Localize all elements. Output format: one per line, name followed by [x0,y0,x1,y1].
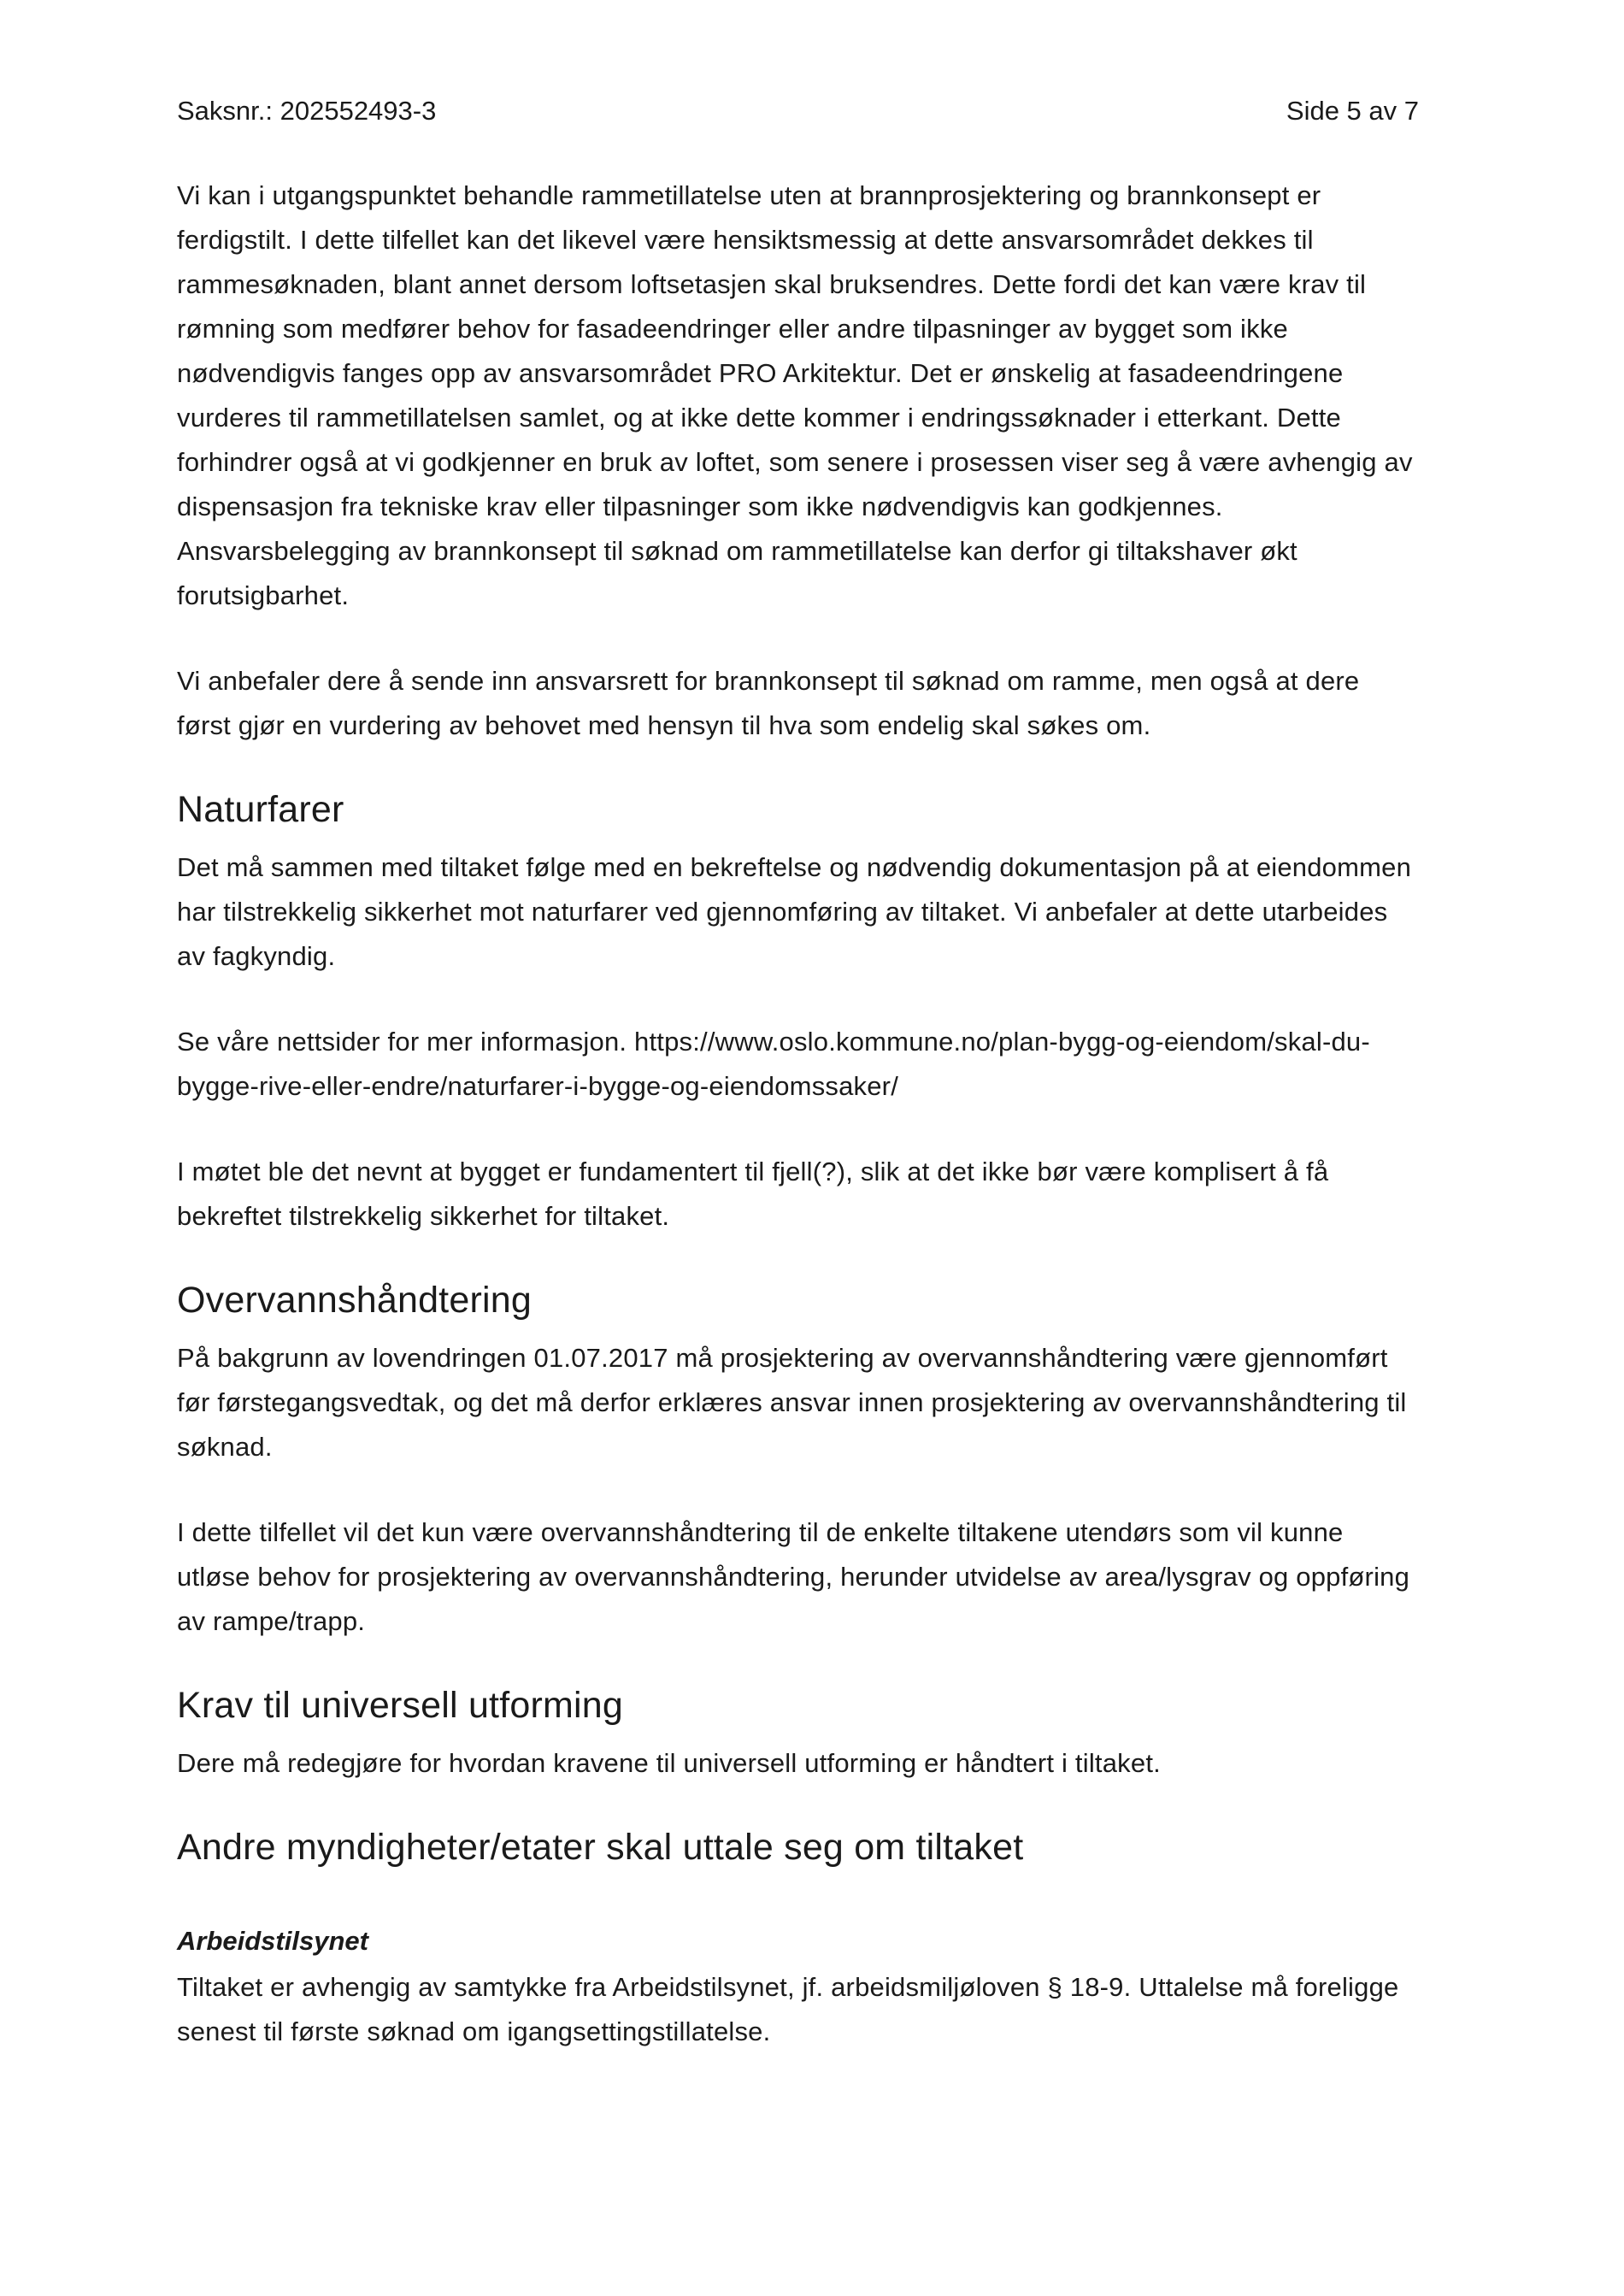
paragraph-universell-utforming: Dere må redegjøre for hvordan kravene til universell utforming er håndtert i tiltaket. [177,1748,1161,1778]
page-number: Side 5 av 7 [1286,96,1419,126]
paragraph-arbeidstilsynet-samtykke: Tiltaket er avhengig av samtykke fra Arbeidstilsynet, jf. arbeidsmiljøloven § 18-9. Uttalelse må foreligge senest til første søknad om igangsettingstillatelse. [177,1972,1399,2046]
heading-overvannshandtering: Overvannshåndtering [177,1280,532,1321]
paragraph-brannprosjektering: Vi kan i utgangspunktet behandle rammetillatelse uten at brannprosjektering og brannkonsept er ferdigstilt. I dette tilfellet kan det likevel være hensiktsmessig at dette ansvarsområdet dekkes til rammesøknaden, blant annet dersom loftsetasjen skal bruksendres. Dette fordi det kan være krav til rømning som medfører behov for fasadeendringer eller andre tilpasninger av bygget som ikke nødvendigvis fanges opp av ansvarsområdet PRO Arkitektur. Det er ønskelig at fasadeendringene vurderes til rammetillatelsen samlet, og at ikke dette kommer i endringssøknader i etterkant. Dette forhindrer også at vi godkjenner en bruk av loftet, som senere i prosessen viser seg å være avhengig av dispensasjon fra tekniske krav eller tilpasninger som ikke nødvendigvis kan godkjennes. Ansvarsbelegging av brannkonsept til søknad om rammetillatelse kan derfor gi tiltakshaver økt forutsigbarhet. [177,180,1413,610]
page-header [177,94,1419,128]
paragraph-lovendring-overvann: På bakgrunn av lovendringen 01.07.2017 må prosjektering av overvannshåndtering være gjennomført før førstegangsvedtak, og det må derfor erklæres ansvar innen prosjektering av overvannshåndtering til søknad. [177,1343,1407,1462]
heading-andre-myndigheter: Andre myndigheter/etater skal uttale seg om tiltaket [177,1827,1024,1868]
paragraph-overvann-utendors: I dette tilfellet vil det kun være overvannshåndtering til de enkelte tiltakene utendørs som vil kunne utløse behov for prosjektering av overvannshåndtering, herunder utvidelse av area/lysgrav og oppføring av rampe/trapp. [177,1517,1410,1636]
naturfarer-url-link[interactable]: https://www.oslo.kommune.no/plan-bygg-og-eiendom/skal-du-bygge-rive-eller-endre/naturfarer-i-bygge-og-eiendomssaker/ [177,1027,1370,1101]
paragraph-anbefaling-ansvarsrett: Vi anbefaler dere å sende inn ansvarsrett for brannkonsept til søknad om ramme, men også at dere først gjør en vurdering av behovet med hensyn til hva som endelig skal søkes om. [177,666,1360,740]
subheading-arbeidstilsynet: Arbeidstilsynet [177,1926,368,1956]
heading-naturfarer: Naturfarer [177,789,344,830]
nettsider-text: Se våre nettsider for mer informasjon. [177,1027,635,1057]
paragraph-naturfarer-dokumentasjon: Det må sammen med tiltaket følge med en bekreftelse og nødvendig dokumentasjon på at eiendommen har tilstrekkelig sikkerhet mot naturfarer ved gjennomføring av tiltaket. Vi anbefaler at dette utarbeides av fagkyndig. [177,852,1412,971]
heading-universell-utforming: Krav til universell utforming [177,1685,623,1726]
paragraph-fundamentert-fjell: I møtet ble det nevnt at bygget er fundamentert til fjell(?), slik at det ikke bør være komplisert å få bekreftet tilstrekkelig sikkerhet for tiltaket. [177,1157,1329,1231]
paragraph-nettsider [177,1020,1419,1109]
case-number: Saksnr.: 202552493-3 [177,96,437,126]
